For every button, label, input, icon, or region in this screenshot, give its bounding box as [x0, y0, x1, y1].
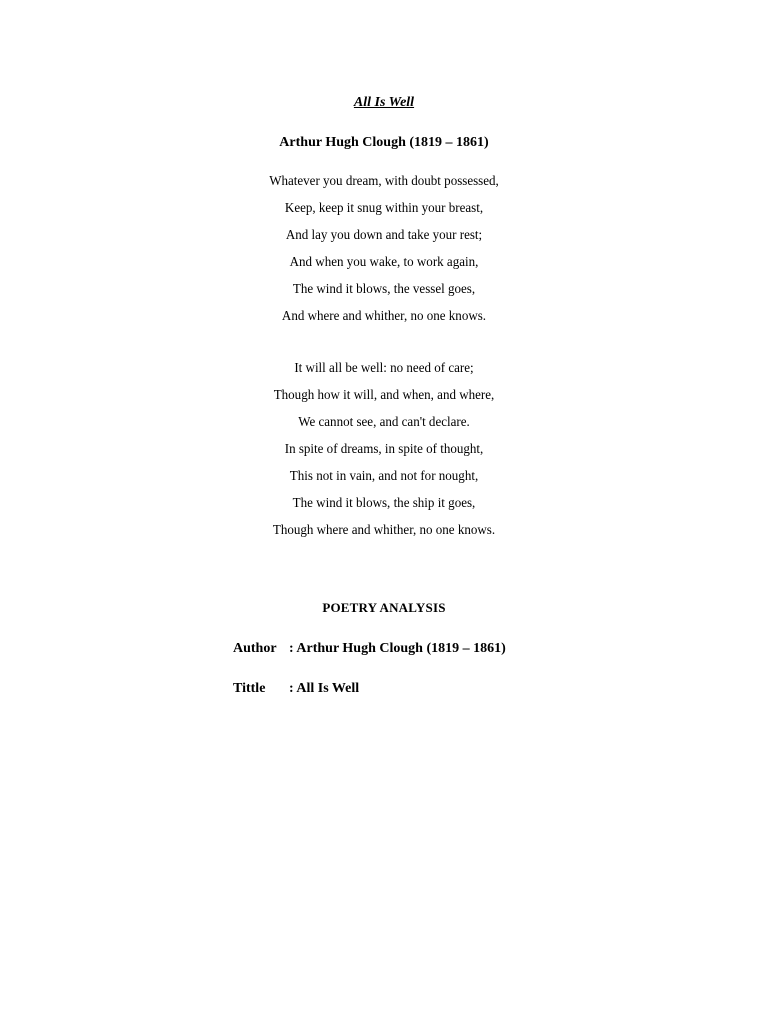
poem-line: This not in vain, and not for nought,	[289, 469, 479, 484]
author-value: : Arthur Hugh Clough (1819 – 1861)	[289, 641, 506, 656]
author-label: Author	[233, 641, 277, 656]
poem-line: The wind it blows, the vessel goes,	[292, 282, 476, 297]
poem-line: And lay you down and take your rest;	[285, 228, 483, 243]
poem-line: Though how it will, and when, and where,	[273, 388, 495, 403]
poem-line: In spite of dreams, in spite of thought,	[284, 442, 484, 457]
poem-author-byline: Arthur Hugh Clough (1819 – 1861)	[279, 135, 489, 150]
title-label: Tittle	[233, 681, 266, 696]
poem-line: It will all be well: no need of care;	[294, 361, 474, 376]
poem-title: All Is Well	[353, 95, 415, 110]
analysis-heading: POETRY ANALYSIS	[322, 600, 446, 615]
title-value: : All Is Well	[289, 681, 360, 696]
poem-line: And where and whither, no one knows.	[281, 309, 487, 324]
analysis-author-row	[233, 640, 506, 657]
stanza-2	[0, 355, 768, 544]
poem-line: And when you wake, to work again,	[289, 255, 479, 270]
poem-line: We cannot see, and can't declare.	[298, 415, 470, 430]
poem-line: The wind it blows, the ship it goes,	[292, 496, 476, 511]
poem-line: Whatever you dream, with doubt possessed,	[269, 174, 499, 189]
poem-line: Keep, keep it snug within your breast,	[284, 201, 484, 216]
stanza-1	[0, 168, 768, 330]
poem-line: Though where and whither, no one knows.	[272, 523, 496, 538]
analysis-title-row	[233, 680, 359, 697]
